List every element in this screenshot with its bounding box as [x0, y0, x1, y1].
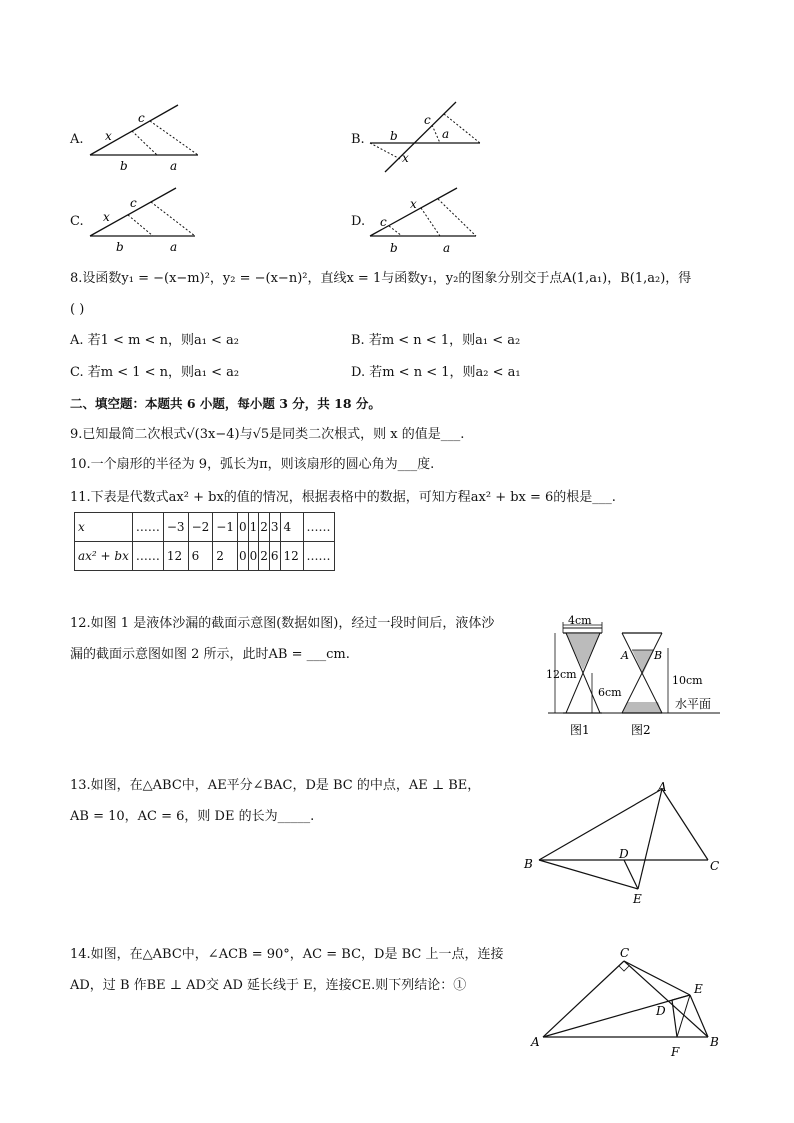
table-cell: −3 — [163, 513, 188, 542]
point-e: E — [633, 892, 642, 906]
label-x: x — [402, 151, 409, 165]
table-cell: 2 — [259, 513, 270, 542]
table-cell: …… — [303, 542, 334, 571]
table-cell: …… — [132, 542, 163, 571]
label-b: b — [120, 159, 128, 173]
label-x: x — [103, 210, 110, 224]
dim-height: 12cm — [546, 668, 577, 681]
point-e: E — [694, 982, 703, 996]
table-cell: ax² + bx — [75, 542, 133, 571]
option-letter: C. — [70, 214, 84, 229]
label-c: c — [130, 196, 137, 210]
table-cell: 1 — [248, 513, 259, 542]
q14-line1: 14.如图，在△ABC中，∠ACB = 90°，AC = BC，D是 BC 上一点，连接 — [70, 947, 504, 962]
label-x: x — [105, 129, 112, 143]
table-cell: 0 — [237, 513, 248, 542]
q13-line1: 13.如图，在△ABC中，AE平分∠BAC，D是 BC 的中点，AE ⊥ BE， — [70, 778, 481, 793]
label-b: B — [654, 649, 663, 662]
q8-option-d[interactable]: D. 若m < n < 1，则a₂ < a₁ — [351, 365, 521, 380]
label-c: c — [138, 111, 145, 125]
label-level: 水平面 — [675, 697, 712, 711]
option-letter: D. — [351, 214, 366, 229]
table-cell: 12 — [280, 542, 303, 571]
point-f: F — [671, 1045, 680, 1059]
label-a: a — [443, 241, 451, 255]
dim-liquid: 6cm — [598, 686, 622, 699]
point-d: D — [619, 847, 629, 861]
q14-line2: AD，过 B 作BE ⊥ AD交 AD 延长线于 E，连接CE.则下列结论：① — [70, 978, 467, 993]
table-cell: 2 — [259, 542, 270, 571]
option-letter: B. — [351, 132, 365, 147]
q9-text: 9.已知最简二次根式√(3x−4)与√5是同类二次根式，则 x 的值是___. — [70, 427, 465, 442]
table-cell: …… — [132, 513, 163, 542]
q8-option-b[interactable]: B. 若m < n < 1，则a₁ < a₂ — [351, 333, 521, 348]
q12-line2: 漏的截面示意图如图 2 所示，此时AB = ___cm. — [70, 647, 350, 662]
table-cell: 6 — [269, 542, 280, 571]
label-a: A — [621, 649, 629, 662]
option-letter: A. — [70, 132, 84, 147]
label-a: a — [442, 127, 450, 141]
table-cell: 0 — [237, 542, 248, 571]
point-d: D — [656, 1004, 666, 1018]
section-heading: 二、填空题：本题共 6 小题，每小题 3 分，共 18 分。 — [70, 396, 381, 411]
q13-line2: AB = 10，AC = 6，则 DE 的长为_____. — [70, 809, 315, 824]
point-b: B — [524, 857, 533, 871]
label-b: b — [116, 240, 124, 254]
table-cell: x — [75, 513, 133, 542]
point-b: B — [710, 1035, 719, 1049]
caption-fig1: 图1 — [570, 723, 590, 737]
q8-option-a[interactable]: A. 若1 < m < n，则a₁ < a₂ — [70, 333, 240, 348]
label-a: a — [170, 159, 178, 173]
q12-line1: 12.如图 1 是液体沙漏的截面示意图(数据如图)，经过一段时间后，液体沙 — [70, 616, 495, 631]
q10-text: 10.一个扇形的半径为 9，弧长为π，则该扇形的圆心角为___度. — [70, 457, 435, 472]
table-cell: 0 — [248, 542, 259, 571]
label-c: c — [424, 113, 431, 127]
point-c: C — [710, 859, 720, 873]
label-b: b — [390, 241, 398, 255]
table-cell: 2 — [213, 542, 238, 571]
q11-stem: 11.下表是代数式ax² + bx的值的情况，根据表格中的数据，可知方程ax² + bx = 6的根是___. — [70, 490, 616, 505]
point-c: C — [620, 946, 630, 960]
label-x: x — [410, 197, 417, 211]
table-cell: −2 — [188, 513, 213, 542]
caption-fig2: 图2 — [631, 723, 651, 737]
table-cell: 12 — [163, 542, 188, 571]
label-c: c — [380, 215, 387, 229]
point-a: A — [658, 780, 667, 794]
table-cell: 4 — [280, 513, 303, 542]
q8-stem: 8.设函数y₁ = −(x−m)²，y₂ = −(x−n)²，直线x = 1与函数y₁，y₂的图象分别交于点A(1,a₁)，B(1,a₂)，得 — [70, 271, 692, 286]
table-cell: 3 — [269, 513, 280, 542]
q8-option-c[interactable]: C. 若m < 1 < n，则a₁ < a₂ — [70, 365, 240, 380]
dim-h2: 10cm — [672, 674, 703, 687]
table-cell: 6 — [188, 542, 213, 571]
point-a: A — [531, 1035, 540, 1049]
q8-answer-paren: ( ) — [70, 302, 85, 317]
dim-width: 4cm — [568, 614, 592, 627]
table-cell: …… — [303, 513, 334, 542]
label-a: a — [170, 240, 178, 254]
label-b: b — [390, 129, 398, 143]
table-cell: −1 — [213, 513, 238, 542]
